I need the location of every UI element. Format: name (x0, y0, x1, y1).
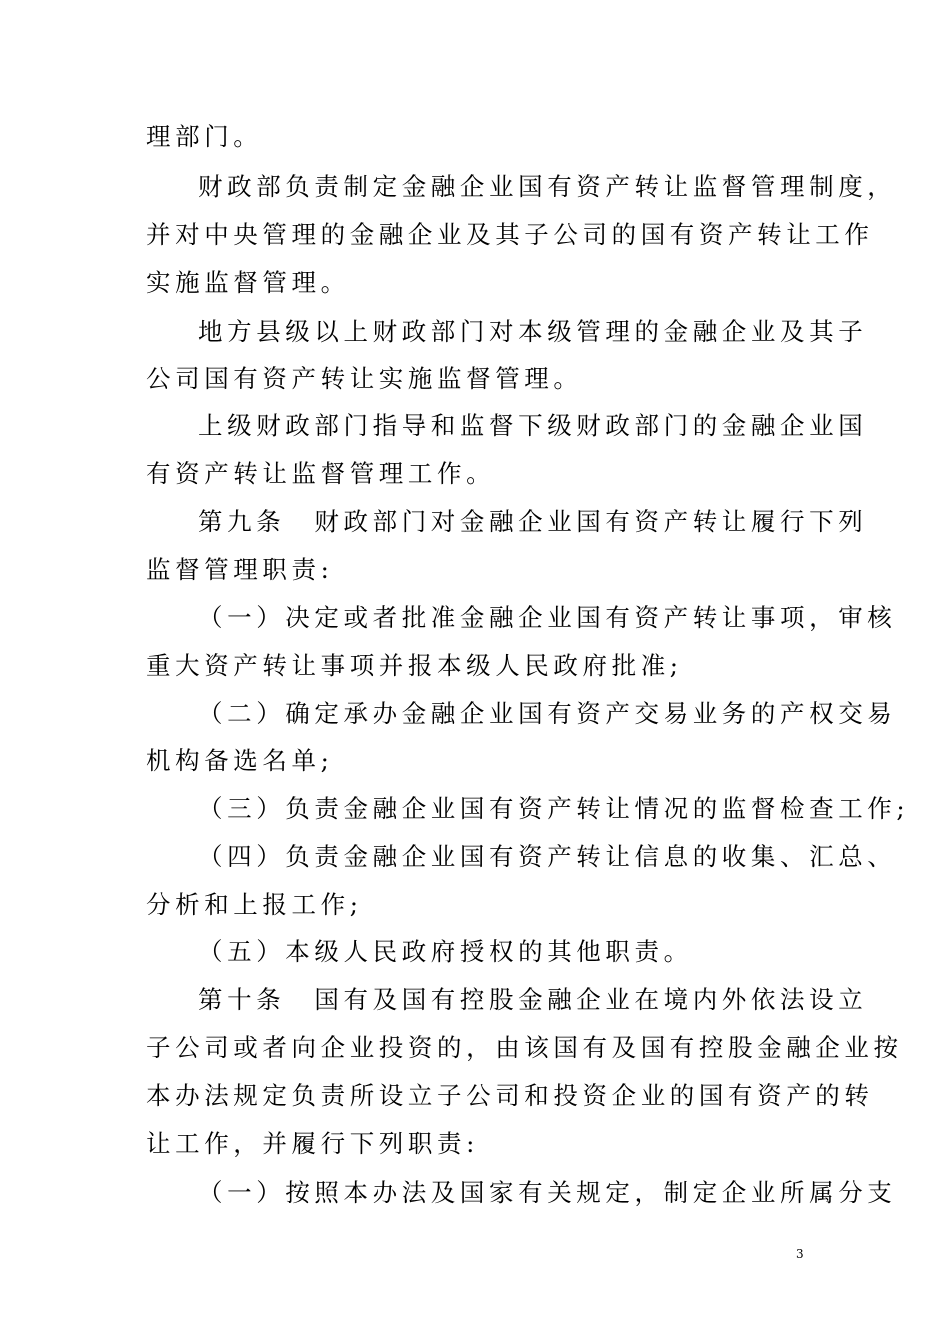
text-line-14: 机构备选名单; (146, 746, 334, 775)
text-line-13: （二）确定承办金融企业国有资产交易业务的产权交易 (198, 699, 897, 728)
text-line-18: （五）本级人民政府授权的其他职责。 (198, 937, 693, 966)
text-line-9: 第九条 财政部门对金融企业国有资产转让履行下列 (198, 507, 868, 536)
text-line-10: 监督管理职责: (146, 555, 334, 584)
text-line-5: 地方县级以上财政部门对本级管理的金融企业及其子 (198, 317, 868, 346)
text-line-15: （三）负责金融企业国有资产转让情况的监督检查工作; (198, 794, 910, 823)
text-line-22: 让工作，并履行下列职责: (146, 1129, 479, 1158)
text-line-7: 上级财政部门指导和监督下级财政部门的金融企业国 (198, 411, 868, 440)
text-line-19: 第十条 国有及国有控股金融企业在境内外依法设立 (198, 985, 868, 1014)
text-line-21: 本办法规定负责所设立子公司和投资企业的国有资产的转 (146, 1081, 874, 1110)
text-line-11: （一）决定或者批准金融企业国有资产转让事项，审核 (198, 603, 897, 632)
text-line-12: 重大资产转让事项并报本级人民政府批准; (146, 651, 683, 680)
text-line-17: 分析和上报工作; (146, 890, 363, 919)
text-line-1: 理部门。 (146, 122, 263, 151)
text-line-3: 并对中央管理的金融企业及其子公司的国有资产转让工作 (146, 220, 874, 249)
text-line-16: （四）负责金融企业国有资产转让信息的收集、汇总、 (198, 842, 897, 871)
text-line-2: 财政部负责制定金融企业国有资产转让监督管理制度， (198, 172, 897, 201)
page-number: 3 (796, 1247, 804, 1261)
text-line-23: （一）按照本办法及国家有关规定，制定企业所属分支 (198, 1178, 897, 1207)
text-line-20: 子公司或者向企业投资的，由该国有及国有控股金融企业按 (146, 1033, 903, 1062)
text-line-4: 实施监督管理。 (146, 268, 350, 297)
text-line-6: 公司国有资产转让实施监督管理。 (146, 364, 583, 393)
text-line-8: 有资产转让监督管理工作。 (146, 459, 496, 488)
